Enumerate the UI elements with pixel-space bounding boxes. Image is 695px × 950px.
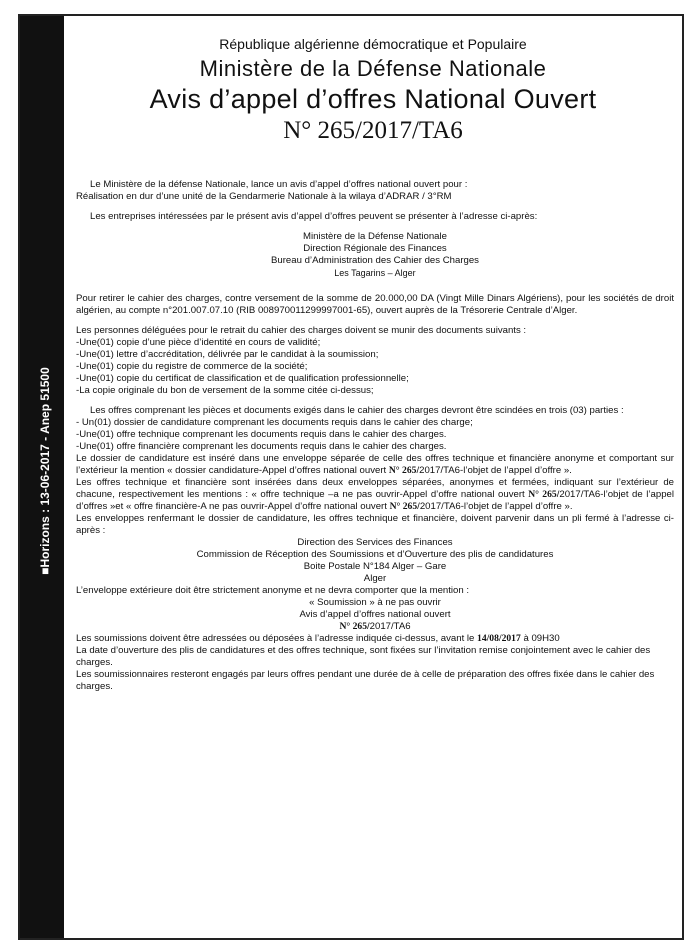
envelopes-mid: /2017/TA6-l’objet de l’appel d’offres »et « offre financière-A ne pas ouvrir-Appel d’offre national ouvert bbox=[76, 489, 674, 512]
envelopes-paragraph bbox=[76, 477, 674, 513]
dossier-ref: N° 265 bbox=[388, 465, 417, 476]
publication-label: ■Horizons : 13-06-2017 - Anep 51500 bbox=[38, 367, 52, 575]
address-line: Commission de Réception des Soumissions et d’Ouverture des plis de candidatures bbox=[196, 549, 554, 560]
closed-envelope-paragraph: Les enveloppes renfermant le dossier de candidature, les offres technique et financière, doivent parvenir dans un pli fermé à l’adresse ci-après : bbox=[76, 513, 674, 536]
address-line: Les Tagarins – Alger bbox=[334, 268, 416, 278]
list-item: -Une(01) copie du certificat de classification et de qualification professionnelle; bbox=[76, 373, 409, 384]
republic-heading: République algérienne démocratique et Populaire bbox=[219, 36, 527, 52]
address-block-1 bbox=[76, 231, 674, 279]
list-item: -Une(01) copie du registre de commerce de la société; bbox=[76, 361, 308, 372]
list-item: -Une(01) offre technique comprenant les documents requis dans le cahier des charges. bbox=[76, 429, 447, 440]
deadline-line bbox=[76, 633, 674, 645]
notice-frame bbox=[18, 14, 684, 940]
address-line: Direction des Services des Finances bbox=[297, 537, 453, 548]
envelopes-tail: /2017/TA6-l’objet de l’appel d’offre ». bbox=[417, 501, 573, 512]
list-item: -La copie originale du bon de versement de la somme citée ci-dessus; bbox=[76, 385, 374, 396]
deadline-text: Les soumissions doivent être adressées ou déposées à l’adresse indiquée ci-dessus, avant le bbox=[76, 633, 475, 644]
mention-ref: N° 265 bbox=[339, 621, 367, 632]
documents-intro: Les personnes déléguées pour le retrait du cahier des charges doivent se munir des documents suivants : bbox=[76, 325, 527, 336]
intro-line-3: Les entreprises intéressées par le présent avis d’appel d’offres peuvent se présenter à l’adresse ci-après: bbox=[90, 211, 538, 222]
address-line: Boite Postale N°184 Alger – Gare bbox=[303, 561, 447, 572]
address-line: Ministère de la Défense Nationale bbox=[303, 231, 447, 242]
notice-title: Avis d’appel d’offres National Ouvert bbox=[149, 84, 597, 114]
mention-line-1: « Soumission » à ne pas ouvrir bbox=[309, 597, 441, 608]
address-line: Direction Régionale des Finances bbox=[303, 243, 447, 254]
offers-list bbox=[76, 405, 674, 453]
mention-tail: /2017/TA6 bbox=[367, 621, 411, 632]
address-line: Alger bbox=[363, 573, 387, 584]
opening-paragraph: La date d’ouverture des plis de candidatures et des offres technique, sont fixées sur l’invitation remise conjointement avec le cahier des charges. bbox=[76, 645, 651, 668]
address-block-2 bbox=[76, 537, 674, 585]
publication-sidebar bbox=[20, 16, 64, 938]
notice-number: N° 265/2017/TA6 bbox=[283, 117, 463, 144]
address-line: Bureau d’Administration des Cahier des Charges bbox=[271, 255, 479, 266]
envelopes-ref-1: N° 265 bbox=[528, 489, 557, 500]
list-item: - Un(01) dossier de candidature comprenant les documents requis dans le cahier des charge; bbox=[76, 417, 473, 428]
intro-line-1: Le Ministère de la défense Nationale, lance un avis d’appel d’offres national ouvert pour : bbox=[90, 179, 468, 190]
deadline-time: à 09H30 bbox=[523, 633, 560, 644]
envelopes-text: Les offres technique et financière sont insérées dans deux enveloppes séparées, anonymes et fermées, indiquant sur l’extérieur de chacune, respectivement les mentions : « offre technique –a ne pas ouvrir-Appel d’offre national ouvert bbox=[76, 477, 674, 500]
dossier-paragraph bbox=[76, 453, 674, 477]
deadline-date: 14/08/2017 bbox=[477, 633, 521, 644]
notice-body bbox=[72, 179, 674, 693]
documents-list bbox=[76, 325, 674, 397]
mention-ref-line bbox=[76, 621, 674, 633]
list-item: -Une(01) lettre d’accréditation, délivrée par le candidat à la soumission; bbox=[76, 349, 379, 360]
list-item: -Une(01) offre financière comprenant les documents requis dans le cahier des charges. bbox=[76, 441, 447, 452]
mention-block bbox=[76, 597, 674, 633]
dossier-text: Le dossier de candidature est inséré dans une enveloppe séparée de celle des offres technique et financière anonyme et comportant sur l’extérieur la mention « dossier candidature-Appel d’offres national ouvert bbox=[76, 453, 674, 476]
ministry-heading: Ministère de la Défense Nationale bbox=[199, 56, 547, 81]
list-item: -Une(01) copie d’une pièce d’identité en cours de validité; bbox=[76, 337, 321, 348]
notice-content bbox=[72, 16, 674, 938]
validity-paragraph: Les soumissionnaires resteront engagés par leurs offres pendant une durée de à celle de préparation des offres fixée dans le cahier des charges. bbox=[76, 669, 655, 692]
offers-intro: Les offres comprenant les pièces et documents exigés dans le cahier des charges devront être scindées en trois (03) parties : bbox=[90, 405, 624, 416]
payment-paragraph: Pour retirer le cahier des charges, contre versement de la somme de 20.000,00 DA (Vingt Mille Dinars Algériens), pour les sociétés de droit algérien, au compte n°201.007.07.10 (RIB 008970011299997001-65), ouvert auprès de la Trésorerie Centrale d’Alger. bbox=[76, 293, 674, 316]
outer-envelope-line: L’enveloppe extérieure doit être strictement anonyme et ne devra comporter que la mention : bbox=[76, 585, 470, 596]
mention-line-2: Avis d’appel d’offres national ouvert bbox=[299, 609, 451, 620]
intro-line-2: Réalisation en dur d’une unité de la Gendarmerie Nationale à la wilaya d’ADRAR / 3°RM bbox=[76, 191, 452, 202]
dossier-tail: /2017/TA6-l’objet de l’appel d’offre ». bbox=[416, 465, 572, 476]
envelopes-ref-2: N° 265 bbox=[389, 501, 418, 512]
